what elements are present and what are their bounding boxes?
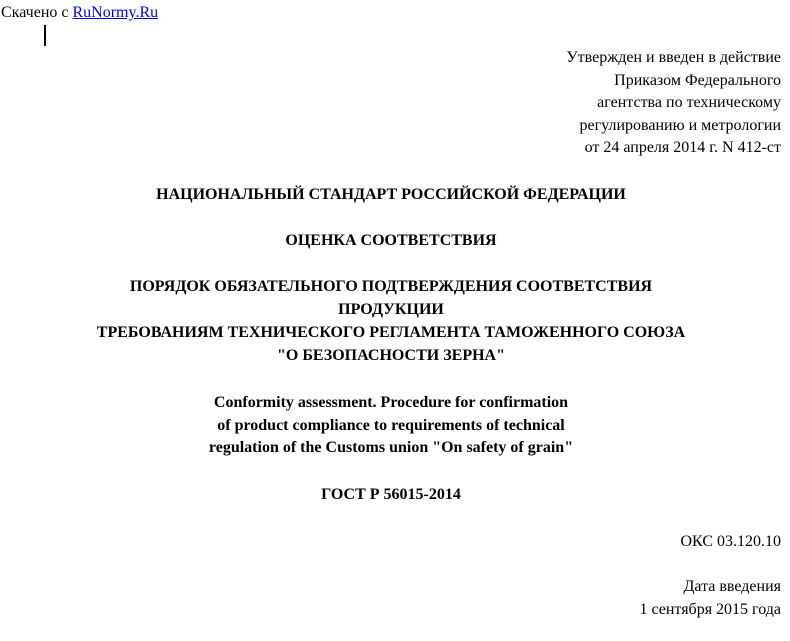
procedure-title xyxy=(0,275,782,367)
approval-block xyxy=(566,47,781,160)
english-title-line: regulation of the Customs union "On safety of grain" xyxy=(208,439,574,456)
subject-title: ОЦЕНКА СООТВЕТСТВИЯ xyxy=(285,232,497,249)
english-title-line: of product compliance to requirements of technical xyxy=(217,416,565,434)
procedure-title-line: ПОРЯДОК ОБЯЗАТЕЛЬНОГО ПОДТВЕРЖДЕНИЯ СООТВЕТСТВИЯ xyxy=(129,278,653,295)
procedure-title-line: ТРЕБОВАНИЯМ ТЕХНИЧЕСКОГО РЕГЛАМЕНТА ТАМОЖЕННОГО СОЮЗА xyxy=(96,324,686,341)
introduction-date-block xyxy=(639,576,781,621)
english-title-line: Conformity assessment. Procedure for confirmation xyxy=(213,394,569,411)
gost-number: ГОСТ Р 56015-2014 xyxy=(321,486,461,503)
text-cursor xyxy=(44,25,46,46)
runormy-link[interactable]: RuNormy.Ru xyxy=(72,4,159,21)
introduction-date-label: Дата введения xyxy=(683,578,781,595)
download-source-line xyxy=(1,3,158,23)
oks-code: ОКС 03.120.10 xyxy=(680,533,781,550)
procedure-title-line: ПРОДУКЦИИ xyxy=(338,301,444,318)
approval-line: Приказом Федерального xyxy=(614,71,781,89)
approval-line: Утвержден и введен в действие xyxy=(566,49,781,66)
english-title xyxy=(0,392,782,460)
approval-line: регулированию и метрологии xyxy=(579,116,781,134)
standard-title: НАЦИОНАЛЬНЫЙ СТАНДАРТ РОССИЙСКОЙ ФЕДЕРАЦИИ xyxy=(156,186,626,203)
approval-line: агентства по техническому xyxy=(597,94,781,111)
procedure-title-line: "О БЕЗОПАСНОСТИ ЗЕРНА" xyxy=(277,347,505,364)
introduction-date-value: 1 сентября 2015 года xyxy=(639,600,781,618)
download-prefix-text: Скачено с xyxy=(1,4,69,21)
approval-line: от 24 апреля 2014 г. N 412-ст xyxy=(584,139,781,156)
